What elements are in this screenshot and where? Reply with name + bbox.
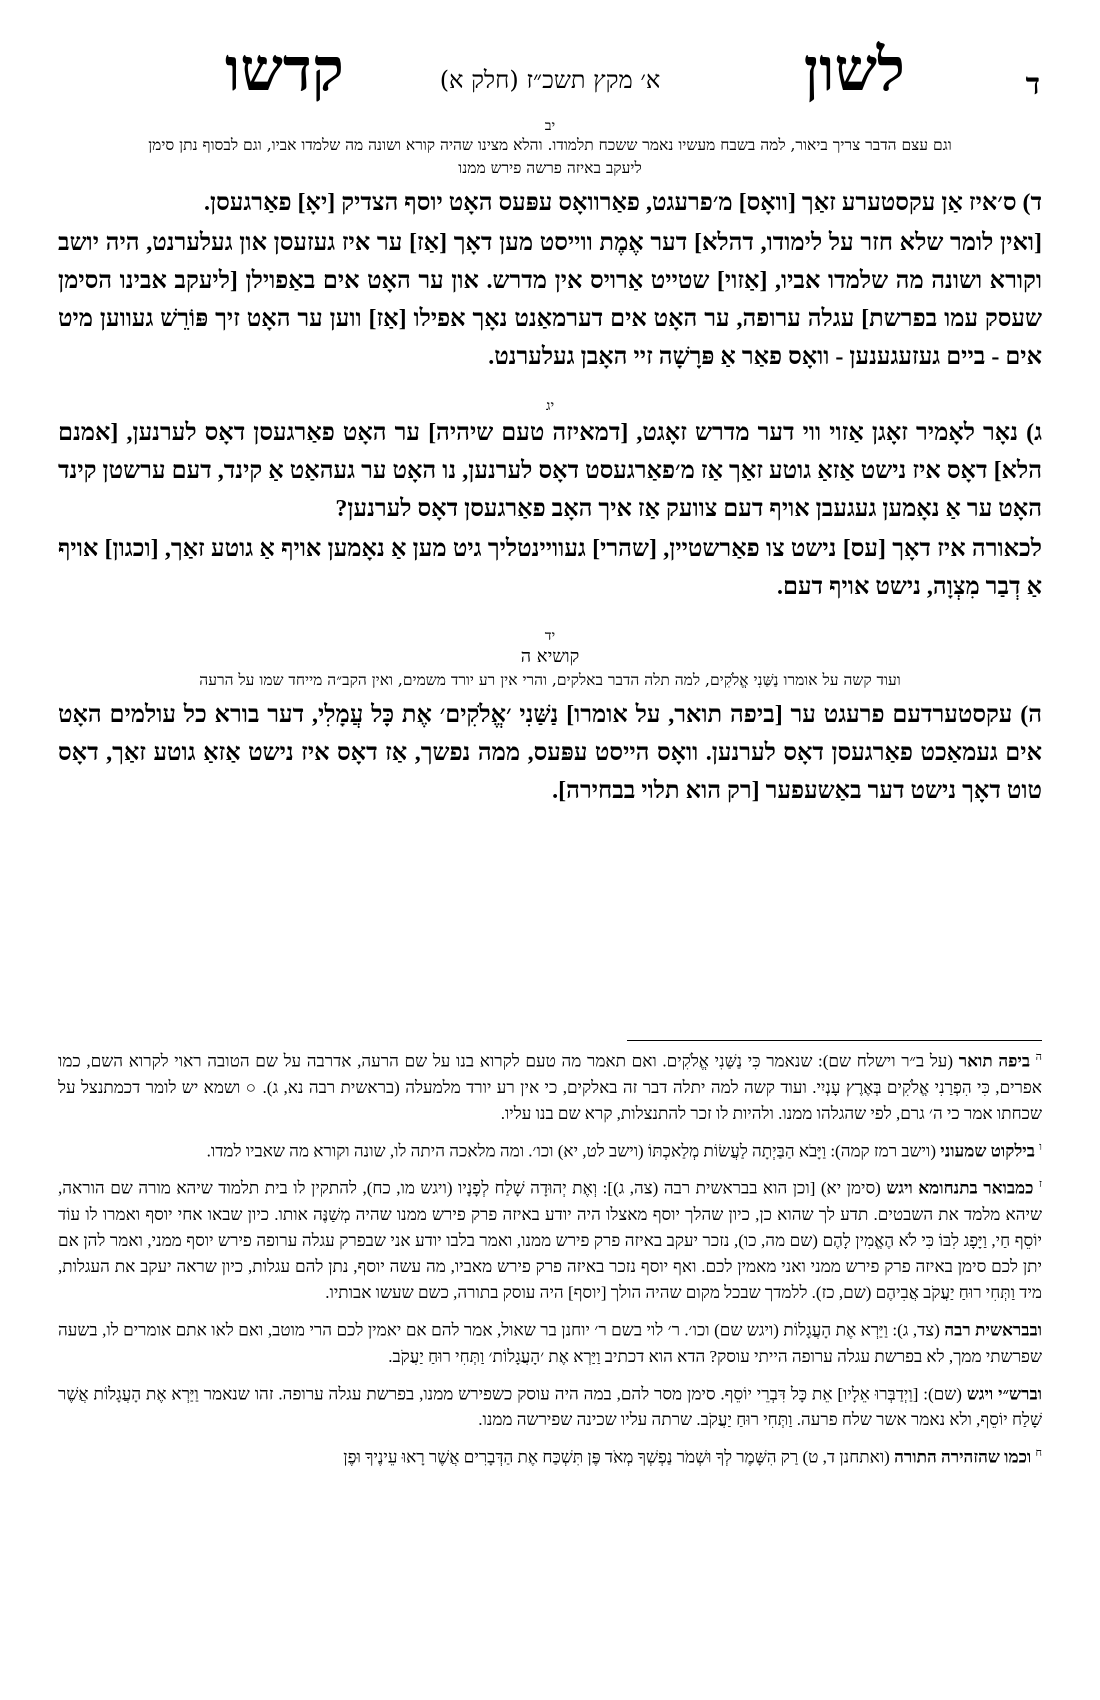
running-header	[0, 37, 1100, 110]
question-heading: קושיא ה	[520, 646, 580, 667]
section-number: יד	[544, 628, 556, 644]
footnote-divider	[627, 1040, 1042, 1041]
section-note: ועוד קשה על אומרו נַשַּׁנִי אֱלֹקִים, למה תלה הדבר באלקים, והרי אין רע יורד משמים, ואין הקב״ה מייחד שמו על הרעה	[199, 671, 901, 689]
paragraph: ד) ס׳איז אַן עקסטערע זאַך [וואָס] מ׳פרעגט, פאַרוואָס עפּעס האָט יוסף הצדיק [יאָ] פאַרגעסן.	[204, 190, 1042, 216]
footnote: $^ח$ וכמו שהזהירה התורה (ואתחנן ד, ט) רַק הִשָּׁמֶר לְךָ וּשְׁמֹר נַפְשְׁךָ מְאֹד פֶּן תִּשְׁכַּח אֶת הַדְּבָרִים אֲשֶׁר רָאוּ עֵינֶיךָ וּפֶן	[343, 1447, 1042, 1467]
paragraph: [ואין לומר שלא חזר על לימודו, דהלא] דער אֶמֶת ווייסט מען דאָך [אַז] ער איז געזעסן און געלערנט, היה יושב וקורא ושונה מה שלמדו אביו, [אַזוי] שטייט אַרויס אין מדרש. און ער האָט אים באַפוילן [ליעקב אבינו הסימן שעסק עמו בפרשת] עגלה ערופה, ער האָט אים דערמאַנט נאָך אפילו [אַז] ווען ער האָט זיך פּוֹרֵשׁ געווען מיט אים - ביים געזעגענען - וואָס פאַר אַ פּרָשָׁה זיי האָבן געלערנט.	[58, 230, 1042, 370]
header-subtitle: א׳ מקץ תשכ״ז (חלק א)	[439, 66, 661, 94]
footnote: וברש״י ויגש (שם): [וַיְדַבְּרוּ אֵלָיו] אֵת כָּל דִּבְרֵי יוֹסֵף. סימן מסר להם, במה היה עוסק כשפירש ממנו, בפרשת עגלה ערופה. זהו שנאמר וַיַּרְא אֶת הָעֲגָלוֹת אֲשֶׁר שָׁלַח יוֹסֵף, ולא נאמר אשר שלח פרעה. וַתְּחִי רוּחַ יַעֲקֹב. שרתה עליו שכינה שפירשה ממנו.	[58, 1384, 1042, 1430]
header-word-right: לשון	[803, 37, 905, 103]
paragraph: ה) עקסטערדעם פרעגט ער [ביפה תואר, על אומרו] נַשַּׁנִי ׳אֱלֹקִים׳ אֶת כָּל עֲמָלִי, דער בורא כל עולמים האָט אים געמאַכט פאַרגעסן דאָס לערנען. וואָס הייסט עפּעס, ממה נפשך, אַז דאָס איז נישט אַזאַ גוטע זאַך, דאָס טוט דאָך נישט דער באַשעפער [רק הוא תלוי בבחירה].	[58, 702, 1042, 804]
footnote: $^ז$ כמבואר בתנחומא ויגש (סימן יא) [וכן הוא בבראשית רבה (צה, ג)]: וְאֶת יְהוּדָה שָׁלַח לְפָנָיו (ויגש מו, כח), להתקין לו בית תלמוד שיהא מורה שם הוראה, שיהא מלמד את השבטים. תדע לך שהוא כן, כיון שהלך יוסף מאצלו היה יודע באיזה פרק פירש ממנו שהיה מְשַׁנֶּה אותו. כיון שבאו אחי יוסף ואמרו לו עוֹד יוֹסֵף חַי, וַיָּפָג לִבּוֹ כִּי לֹא הֶאֱמִין לָהֶם (שם מה, כו), נזכר יעקב באיזה פרק פירש ממנו, ואמר בלבו יודע אני שבפרק עגלה ערופה פירש יוסף ממני, ואמר להן אם יתן לכם סימן באיזה פרק פירש ממני ואני מאמין לכם. ואף יוסף נזכר באיזה פרק פירש מאביו, מה עשה יוסף, נתן להם עגלות, כיון שראה יעקב את העגלות, מיד וַתְּחִי רוּחַ יַעֲקֹב אֲבִיהֶם (שם, כז). ללמדך שבכל מקום שהיה הולך [יוסף] היה עוסק בתורה, כשם שעשו אבותיו.	[58, 1178, 1042, 1302]
section-note: וגם עצם הדבר צריך ביאור, למה בשבח מעשיו נאמר ששכח תלמודו. והלא מצינו שהיה קורא ושונה מה שלמדו אביו, וגם לבסוף נתן סימן ליעקב באיזה פרשה פירש ממנו	[148, 136, 952, 177]
section-number: יב	[544, 118, 556, 134]
header-word-left: קדשו	[225, 37, 344, 103]
paragraph: לכאורה איז דאָך [עס] נישט צו פאַרשטיין, [שהרי] געוויינטליך גיט מען אַ נאָמען אויף אַ גוטע זאַך, [וכגון] אויף אַ דְבַר מִצְוָה, נישט אויף דעם.	[58, 536, 1042, 600]
footnote: $^ו$ בילקוט שמעוני (וישב רמז קמה): וַיָּבֹא הַבַּיְתָה לַעֲשׂוֹת מְלַאכְתּוֹ (וישב לט, יא) וכו׳. ומה מלאכה היתה לו, שונה וקורא מה שאביו למדו.	[206, 1140, 1042, 1161]
footnote: $^ה$ ביפה תואר (על ב״ר וישלח שם): שנאמר כִּי נַשַּׁנִי אֱלֹקִים. ואם תאמר מה טעם לקרוא בנו על שם הרעה, אדרבה על שם הטובה ראוי לקרוא השם, כמו אפרים, כִּי הִפְרַנִי אֱלֹקִים בְּאֶרֶץ עָנְיִי. ועוד קשה למה יתלה דבר זה באלקים, כי אין רע יורד מלמעלה (בראשית רבה נא, ג). ○ ושמא יש לומר דכמתנצל על שכחתו אמר כי ה׳ גרם, לפי שהגלהו ממנו. ולהיות לו זכר להתנצלות, קרא שם בנו עליו.	[58, 1051, 1042, 1123]
section-number: יג	[545, 398, 555, 414]
footnote: ובבראשית רבה (צד, ג): וַיַּרְא אֶת הָעֲגָלוֹת (ויגש שם) וכו׳. ר׳ לוי בשם ר׳ יוחנן בר שאול, אמר להם אם יאמין לכם הרי מוטב, ואם לאו אתם אומרים לו, בשעה שפרשתי ממך, לא בפרשת עגלה ערופה הייתי עוסק? הדא הוא דכתיב וַיַּרְא אֶת ׳הָעֲגָלוֹת׳ וַתְּחִי רוּחַ יַעֲקֹב.	[58, 1320, 1043, 1366]
page-number: ד	[1025, 68, 1040, 101]
paragraph: ג) נאָר לאָמיר זאָגן אַזוי ווי דער מדרש זאָגט, [דמאיזה טעם שיהיה] ער האָט פאַרגעסן דאָס לערנען, [אמנם הלא] דאָס איז נישט אַזאַ גוטע זאַך אַז מ׳פאַרגעסט דאָס לערנען, נו האָט ער געהאַט אַ קינד, דעם ערשטן קינד האָט ער אַ נאָמען געגעבן אויף דעם צוועק אַז איך האָב פאַרגעסן דאָס לערנען?	[58, 420, 1042, 522]
footnotes	[58, 1044, 1042, 1478]
main-text	[58, 118, 1042, 812]
